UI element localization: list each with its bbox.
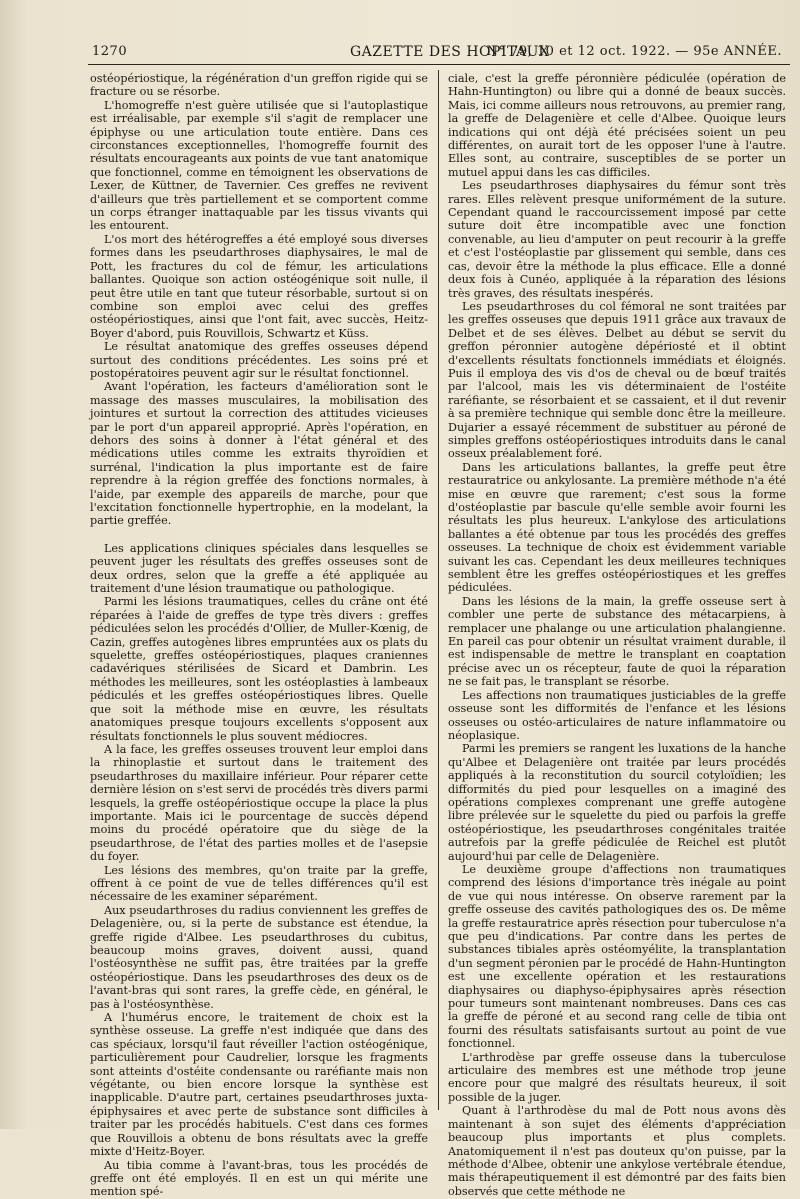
paragraph: L'arthrodèse par greffe osseuse dans la tuberculose articulaire des membres est une méthode trop jeune encore pour que malgré des résultats heureux, il soit possible de la juger. [448,1050,786,1104]
paragraph: ciale, c'est la greffe péronnière pédiculée (opération de Hahn-Huntington) ou libre qui a donné de beaux succès. Mais, ici comme ailleurs nous retrouvons, au premier rang, la greffe de Delagenière et celle d'Albee. Quoique leurs indications qui ont déjà été précisées soient un peu différentes, on aurait tort de les opposer l'une à l'autre. Elles sont, au contraire, susceptibles de se porter un mutuel appui dans les cas difficiles. [448,72,786,179]
paragraph: Dans les lésions de la main, la greffe osseuse sert à combler une perte de substance des métacarpiens, à remplacer une phalange ou une articulation phalangienne. En pareil cas pour obtenir un résultat vraiment durable, il est indispensable de mettre le transplant en coaptation précise avec un os récepteur, faute de quoi la réparation ne se fait pas, le transplant se résorbe. [448,594,786,689]
paragraph: A l'humérus encore, le traitement de choix est la synthèse osseuse. La greffe n'est indiquée que dans des cas spéciaux, lorsqu'il faut réveiller l'action ostéogénique, particulièrement pour Caudrelier, lorsque les fragments sont atteints d'ostéite condensante ou raréfiante mais non végétante, ou bien encore lorsque la synthèse est inapplicable. D'autre part, certaines pseudarthroses juxta-épiphysaires et avec perte de substance sont difficiles à traiter par les procédés habituels. C'est dans ces formes que Rouvillois a obtenu de bons résultats avec la greffe mixte d'Heitz-Boyer. [90,1011,428,1159]
paragraph: Quant à l'arthrodèse du mal de Pott nous avons dès maintenant à son sujet des éléments d'appréciation beaucoup plus importants et plus complets. Anatomiquement il n'est pas douteux qu'on puisse, par la méthode d'Albee, obtenir une ankylose vertébrale étendue, mais thérapeutiquement il est démontré par des faits bien observés que cette méthode ne [448,1104,786,1198]
paragraph: Le deuxième groupe d'affections non traumatiques comprend des lésions d'importance très inégale au point de vue qui nous intéresse. On observe rarement par la greffe osseuse des cavités pathologiques des os. De même la greffe restauratrice après résection pour tuberculose n'a que peu d'indications. Par contre dans les pertes de substances tibiales après ostéomyélite, la transplantation d'un segment péronien par le procédé de Hahn-Huntington est une excellente opération et les restaurations diaphysaires ou diaphyso-épiphysaires après résection pour tumeurs sont maintenant nombreuses. Dans ces cas la greffe de péroné et au second rang celle de tibia ont fourni des résultats satisfaisants surtout au point de vue fonctionnel. [448,862,786,1051]
paragraph: L'os mort des hétérogreffes a été employé sous diverses formes dans les pseudarthroses diaphysaires, le mal de Pott, les fractures du col de fémur, les articulations ballantes. Quoique son action ostéogénique soit nulle, il peut être utile en tant que tuteur résorbable, surtout si on combine son emploi avec celui des greffes ostéopériostiques, ainsi que l'ont fait, avec succès, Heitz-Boyer d'abord, puis Rouvillois, Schwartz et Küss. [90,232,428,340]
page-number: 1270 [92,44,128,59]
section-lead-paragraph: Les applications cliniques spéciales dans lesquelles se peuvent juger les résultats des greffes osseuses sont de deux ordres, selon que la greffe a été appliquée au traitement d'une lésion traumatique ou pathologique. [90,541,428,596]
paragraph: Parmi les premiers se rangent les luxations de la hanche qu'Albee et Delagenière ont traitée par leurs procédés appliqués à la reconstitution du sourcil cotyloïdien; les difformités du pied pour lesquelles on a imaginé des opérations complexes comprenant une greffe autogène libre prélevée sur le squelette du pied ou parfois la greffe ostéopériostique, les pseudarthroses congénitales traitée autrefois par la greffe pédiculée de Reichel est plutôt aujourd'hui par celle de Delagenière. [448,742,786,863]
journal-title: GAZETTE DES HOPITAUX [350,44,550,60]
paragraph: Parmi les lésions traumatiques, celles du crâne ont été réparées à l'aide de greffes de type très divers : greffes pédiculées selon les procédés d'Ollier, de Muller-Kœnig, de Cazin, greffes autogènes libres empruntées aux os plats du squelette, greffes ostéopériostiques, plaques craniennes cadavériques stérilisées de Sicard et Dambrin. Les méthodes les meilleures, sont les ostéoplasties à lambeaux pédiculés et les greffes ostéopériostiques libres. Quelle que soit la méthode mise en œuvre, les résultats anatomiques presque toujours excellents s'opposent aux résultats fonctionnels le plus souvent médiocres. [90,595,428,743]
page-header [92,44,790,64]
issue-info: N° 79, 10 et 12 oct. 1922. — 95e ANNÉE. [486,44,782,59]
paragraph: Avant l'opération, les facteurs d'amélioration sont le massage des masses musculaires, la mobilisation des jointures et surtout la correction des attitudes vicieuses par le port d'un appareil approprié. Après l'opération, en dehors des soins à donner à l'état général et des médications utiles comme les extraits thyroïdien et surrénal, l'indication la plus importante est de faire reprendre à la région greffée des fonctions normales, à l'aide, par exemple des appareils de marche, pour que l'excitation fonctionnelle hypertrophie, en la modelant, la partie greffée. [90,380,428,528]
paragraph: L'homogreffe n'est guère utilisée que si l'autoplastique est irréalisable, par exemple s'il s'agit de remplacer une épiphyse ou une articulation toute entière. Dans ces circonstances exceptionnelles, l'homogreffe fournit des résultats encourageants aux points de vue tant anatomique que fonctionnel, comme en témoignent les observations de Lexer, de Küttner, de Tavernier. Ces greffes ne revivent d'ailleurs que très partiellement et se comportent comme un corps étranger inattaquable par les tissus vivants qui les entourent. [90,98,428,233]
paragraph: Au tibia comme à l'avant-bras, tous les procédés de greffe ont été employés. Il en est un qui mérite une mention spé- [90,1158,428,1199]
paragraph: Aux pseudarthroses du radius conviennent les greffes de Delagenière, ou, si la perte de substance est étendue, la greffe rigide d'Albee. Les pseudarthroses du cubitus, beaucoup moins graves, doivent aussi, quand l'ostéosynthèse ne suffit pas, être traitées par la greffe ostéopériostique. Dans les pseudarthroses des deux os de l'avant-bras qui sont rares, la greffe cède, en général, le pas à l'ostéosynthèse. [90,903,428,1011]
right-column [448,72,786,1198]
paragraph: Le résultat anatomique des greffes osseuses dépend surtout des conditions précédentes. Les soins pré et postopératoires peuvent agir sur le résultat fonctionnel. [90,340,428,380]
paragraph: Les affections non traumatiques justiciables de la greffe osseuse sont les difformités de l'enfance et les lésions osseuses ou ostéo-articulaires de nature inflammatoire ou néoplasique. [448,688,786,742]
paragraph: Les pseudarthroses diaphysaires du fémur sont très rares. Elles relèvent presque uniformément de la suture. Cependant quand le raccourcissement imposé par cette suture doit être incompatible avec une fonction convenable, au lieu d'amputer on peut recourir à la greffe et c'est l'ostéoplastie par glissement qui semble, dans ces cas, devoir être la méthode la plus efficace. Elle a donné deux fois à Cunéo, appliquée à la réparation des lésions très graves, des résultats inespérés. [448,179,786,300]
paragraph: A la face, les greffes osseuses trouvent leur emploi dans la rhinoplastie et surtout dans le traitement des pseudarthroses du maxillaire inférieur. Pour réparer cette dernière lésion on s'est servi de procédés très divers parmi lesquels, la greffe ostéopériostique occupe la place la plus importante. Mais ici le pourcentage de succès dépend moins du procédé opératoire que du siège de la pseudarthrose, de l'état des parties molles et de l'asepsie du foyer. [90,742,428,864]
left-column [90,72,428,1199]
paragraph: ostéopériostique, la régénération d'un greffon rigide qui se fracture ou se résorbe. [90,72,428,99]
paragraph: Dans les articulations ballantes, la greffe peut être restauratrice ou ankylosante. La première méthode n'a été mise en œuvre que rarement; c'est sous la forme d'ostéoplastie par bascule qu'elle semble avoir fourni les résultats les plus heureux. L'ankylose des articulations ballantes a été obtenue par tous les procédés des greffes osseuses. La technique de choix est évidemment variable suivant les cas. Cependant les deux meilleures techniques semblent être les greffes ostéopériostiques et les greffes pédiculées. [448,460,786,595]
column-divider [438,70,439,1110]
paragraph: Les pseudarthroses du col fémoral ne sont traitées par les greffes osseuses que depuis 1911 grâce aux travaux de Delbet et de ses élèves. Delbet au début se servit du greffon péronnier autogène dépériosté et il obtint d'excellents résultats fonctionnels immédiats et éloignés. Puis il employa des vis d'os de cheval ou de bœuf traités par l'alcool, mais les vis déterminaient de l'ostéite raréfiante, se résorbaient et se cassaient, et il dut revenir à sa première technique qui semble donc être la meilleure. Dujarier a essayé récemment de substituer au péroné de simples greffons ostéopériostiques introduits dans le canal osseux préalablement foré. [448,299,786,461]
header-rule [88,64,790,65]
paragraph: Les lésions des membres, qu'on traite par la greffe, offrent à ce point de vue de telles différences qu'il est nécessaire de les examiner séparément. [90,863,428,904]
